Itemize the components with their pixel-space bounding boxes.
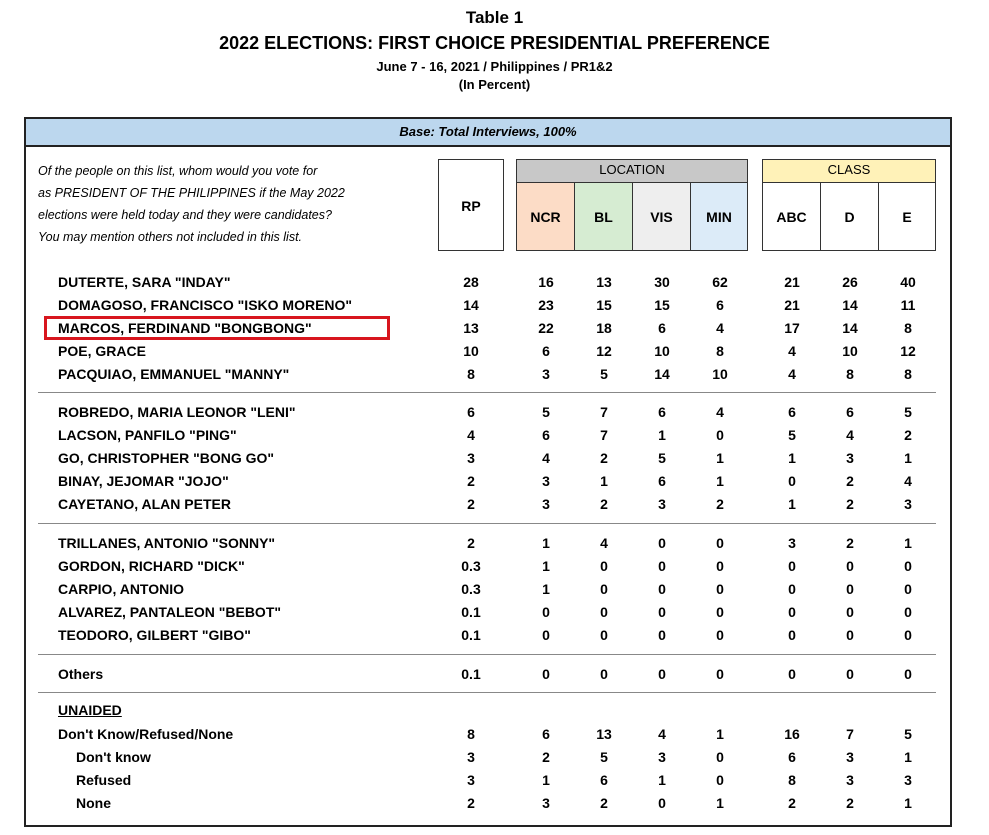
cell-vis: 3 [658, 749, 666, 765]
row-label: GORDON, RICHARD "DICK" [58, 558, 245, 574]
cell-rp: 0.1 [461, 666, 481, 682]
cell-d: 7 [846, 726, 854, 742]
cell-min: 1 [716, 726, 724, 742]
cell-ncr: 0 [542, 627, 550, 643]
cell-ncr: 3 [542, 473, 550, 489]
row-label: ALVAREZ, PANTALEON "BEBOT" [58, 604, 282, 620]
row-label: ROBREDO, MARIA LEONOR "LENI" [58, 404, 296, 420]
cell-e: 0 [904, 581, 912, 597]
cell-rp: 0.3 [461, 558, 481, 574]
cell-vis: 14 [654, 366, 670, 382]
question-line: as PRESIDENT OF THE PHILIPPINES if the May 2022 [38, 186, 345, 200]
cell-abc: 0 [788, 627, 796, 643]
cell-ncr: 4 [542, 450, 550, 466]
cell-vis: 0 [658, 581, 666, 597]
group-separator [38, 692, 936, 693]
cell-e: 3 [904, 772, 912, 788]
table-row [0, 625, 989, 645]
cell-bl: 0 [600, 604, 608, 620]
cell-d: 2 [846, 795, 854, 811]
cell-ncr: 3 [542, 795, 550, 811]
cell-bl: 0 [600, 627, 608, 643]
cell-rp: 2 [467, 795, 475, 811]
cell-vis: 10 [654, 343, 670, 359]
cell-rp: 28 [463, 274, 479, 290]
cell-ncr: 0 [542, 604, 550, 620]
cell-d: 0 [846, 604, 854, 620]
cell-e: 1 [904, 795, 912, 811]
cell-min: 0 [716, 558, 724, 574]
cell-vis: 4 [658, 726, 666, 742]
cell-bl: 12 [596, 343, 612, 359]
question-line: elections were held today and they were candidates? [38, 208, 332, 222]
cell-rp: 2 [467, 473, 475, 489]
cell-rp: 6 [467, 404, 475, 420]
cell-bl: 13 [596, 274, 612, 290]
cell-d: 8 [846, 366, 854, 382]
cell-abc: 2 [788, 795, 796, 811]
cell-e: 8 [904, 320, 912, 336]
cell-e: 5 [904, 404, 912, 420]
cell-e: 2 [904, 427, 912, 443]
cell-d: 10 [842, 343, 858, 359]
cell-d: 2 [846, 496, 854, 512]
cell-abc: 0 [788, 666, 796, 682]
table-row [0, 664, 989, 684]
table-subtitle: June 7 - 16, 2021 / Philippines / PR1&2 [376, 59, 613, 74]
cell-rp: 10 [463, 343, 479, 359]
cell-e: 5 [904, 726, 912, 742]
cell-e: 3 [904, 496, 912, 512]
row-label: LACSON, PANFILO "PING" [58, 427, 237, 443]
cell-min: 0 [716, 581, 724, 597]
cell-min: 0 [716, 604, 724, 620]
table-row [0, 770, 989, 790]
table-row [0, 724, 989, 744]
cell-bl: 2 [600, 795, 608, 811]
table-row [0, 579, 989, 599]
cell-bl: 15 [596, 297, 612, 313]
cell-ncr: 23 [538, 297, 554, 313]
cell-e: 0 [904, 558, 912, 574]
cell-abc: 4 [788, 343, 796, 359]
row-label: TRILLANES, ANTONIO "SONNY" [58, 535, 276, 551]
row-label: CAYETANO, ALAN PETER [58, 496, 231, 512]
row-label: MARCOS, FERDINAND "BONGBONG" [58, 320, 312, 336]
cell-bl: 2 [600, 450, 608, 466]
cell-ncr: 3 [542, 496, 550, 512]
cell-vis: 1 [658, 772, 666, 788]
cell-ncr: 6 [542, 427, 550, 443]
cell-abc: 6 [788, 749, 796, 765]
cell-min: 0 [716, 427, 724, 443]
group-separator [38, 392, 936, 393]
cell-abc: 5 [788, 427, 796, 443]
cell-d: 0 [846, 666, 854, 682]
cell-abc: 1 [788, 450, 796, 466]
cell-vis: 0 [658, 795, 666, 811]
cell-min: 2 [716, 496, 724, 512]
cell-d: 0 [846, 627, 854, 643]
column-header-rp: RP [438, 159, 504, 251]
cell-abc: 8 [788, 772, 796, 788]
cell-rp: 2 [467, 535, 475, 551]
cell-vis: 0 [658, 535, 666, 551]
cell-min: 0 [716, 627, 724, 643]
unaided-heading: UNAIDED [58, 702, 122, 718]
cell-bl: 7 [600, 404, 608, 420]
cell-abc: 21 [784, 274, 800, 290]
table-title: 2022 ELECTIONS: FIRST CHOICE PRESIDENTIAL PREFERENCE [219, 33, 770, 53]
cell-e: 1 [904, 450, 912, 466]
cell-abc: 0 [788, 604, 796, 620]
cell-abc: 0 [788, 581, 796, 597]
row-label: DOMAGOSO, FRANCISCO "ISKO MORENO" [58, 297, 353, 313]
cell-min: 4 [716, 320, 724, 336]
cell-min: 6 [716, 297, 724, 313]
cell-e: 40 [900, 274, 916, 290]
cell-bl: 7 [600, 427, 608, 443]
row-label: CARPIO, ANTONIO [58, 581, 185, 597]
cell-ncr: 5 [542, 404, 550, 420]
class-group-header: CLASS [762, 159, 936, 183]
cell-ncr: 1 [542, 558, 550, 574]
cell-vis: 15 [654, 297, 670, 313]
cell-e: 12 [900, 343, 916, 359]
column-header-abc: ABC [762, 182, 821, 251]
table-row [0, 364, 989, 384]
table-number: Table 1 [465, 8, 524, 27]
cell-abc: 6 [788, 404, 796, 420]
cell-d: 6 [846, 404, 854, 420]
table-row [0, 402, 989, 422]
highlight-box [44, 316, 390, 340]
cell-d: 2 [846, 473, 854, 489]
cell-e: 8 [904, 366, 912, 382]
cell-ncr: 2 [542, 749, 550, 765]
column-header-bl: BL [574, 182, 633, 251]
cell-ncr: 0 [542, 666, 550, 682]
cell-d: 14 [842, 297, 858, 313]
row-label: None [76, 795, 111, 811]
cell-ncr: 22 [538, 320, 554, 336]
row-label: BINAY, JEJOMAR "JOJO" [58, 473, 229, 489]
cell-abc: 21 [784, 297, 800, 313]
cell-rp: 8 [467, 366, 475, 382]
cell-ncr: 1 [542, 535, 550, 551]
column-header-e: E [878, 182, 936, 251]
cell-d: 4 [846, 427, 854, 443]
table-row [0, 533, 989, 553]
cell-rp: 0.3 [461, 581, 481, 597]
cell-ncr: 1 [542, 581, 550, 597]
cell-d: 14 [842, 320, 858, 336]
cell-bl: 6 [600, 772, 608, 788]
cell-ncr: 6 [542, 726, 550, 742]
cell-min: 0 [716, 535, 724, 551]
cell-min: 1 [716, 795, 724, 811]
cell-d: 26 [842, 274, 858, 290]
cell-vis: 3 [658, 496, 666, 512]
cell-vis: 0 [658, 604, 666, 620]
table-row [0, 341, 989, 361]
cell-rp: 8 [467, 726, 475, 742]
cell-d: 3 [846, 749, 854, 765]
row-label: Others [58, 666, 104, 682]
cell-abc: 0 [788, 558, 796, 574]
cell-min: 0 [716, 749, 724, 765]
cell-ncr: 6 [542, 343, 550, 359]
table-row [0, 793, 989, 813]
table-row [0, 448, 989, 468]
cell-min: 1 [716, 473, 724, 489]
cell-rp: 2 [467, 496, 475, 512]
cell-bl: 2 [600, 496, 608, 512]
cell-bl: 18 [596, 320, 612, 336]
cell-e: 4 [904, 473, 912, 489]
cell-min: 8 [716, 343, 724, 359]
cell-rp: 3 [467, 450, 475, 466]
cell-bl: 5 [600, 366, 608, 382]
row-label: Don't know [76, 749, 151, 765]
row-label: GO, CHRISTOPHER "BONG GO" [58, 450, 275, 466]
cell-abc: 16 [784, 726, 800, 742]
table-row [0, 602, 989, 622]
table-row [0, 471, 989, 491]
cell-abc: 17 [784, 320, 800, 336]
table-row [0, 494, 989, 514]
group-separator [38, 523, 936, 524]
cell-min: 0 [716, 772, 724, 788]
question-line: You may mention others not included in this list. [38, 230, 303, 244]
column-header-vis: VIS [632, 182, 691, 251]
row-label: TEODORO, GILBERT "GIBO" [58, 627, 251, 643]
cell-rp: 3 [467, 749, 475, 765]
column-header-min: MIN [690, 182, 748, 251]
cell-rp: 13 [463, 320, 479, 336]
column-header-ncr: NCR [516, 182, 575, 251]
cell-e: 0 [904, 627, 912, 643]
row-label: Refused [76, 772, 132, 788]
question-line: Of the people on this list, whom would you vote for [38, 164, 318, 178]
cell-vis: 0 [658, 627, 666, 643]
cell-e: 1 [904, 535, 912, 551]
table-row [0, 272, 989, 292]
cell-vis: 1 [658, 427, 666, 443]
cell-min: 1 [716, 450, 724, 466]
cell-e: 0 [904, 604, 912, 620]
cell-ncr: 3 [542, 366, 550, 382]
table-row [0, 556, 989, 576]
row-label: DUTERTE, SARA "INDAY" [58, 274, 231, 290]
cell-bl: 5 [600, 749, 608, 765]
cell-bl: 4 [600, 535, 608, 551]
row-label: POE, GRACE [58, 343, 146, 359]
cell-bl: 1 [600, 473, 608, 489]
cell-vis: 6 [658, 473, 666, 489]
base-banner: Base: Total Interviews, 100% [26, 119, 950, 147]
cell-abc: 3 [788, 535, 796, 551]
group-separator [38, 654, 936, 655]
cell-rp: 14 [463, 297, 479, 313]
cell-d: 3 [846, 450, 854, 466]
cell-abc: 4 [788, 366, 796, 382]
cell-bl: 13 [596, 726, 612, 742]
cell-vis: 5 [658, 450, 666, 466]
cell-abc: 1 [788, 496, 796, 512]
cell-rp: 3 [467, 772, 475, 788]
cell-rp: 0.1 [461, 604, 481, 620]
table-unit: (In Percent) [458, 77, 531, 92]
cell-ncr: 1 [542, 772, 550, 788]
cell-d: 2 [846, 535, 854, 551]
cell-vis: 0 [658, 558, 666, 574]
cell-vis: 0 [658, 666, 666, 682]
cell-vis: 6 [658, 404, 666, 420]
cell-abc: 0 [788, 473, 796, 489]
cell-min: 62 [712, 274, 728, 290]
cell-e: 0 [904, 666, 912, 682]
cell-vis: 30 [654, 274, 670, 290]
cell-bl: 0 [600, 581, 608, 597]
cell-min: 4 [716, 404, 724, 420]
cell-rp: 4 [467, 427, 475, 443]
cell-min: 0 [716, 666, 724, 682]
cell-rp: 0.1 [461, 627, 481, 643]
cell-d: 3 [846, 772, 854, 788]
table-row [0, 425, 989, 445]
cell-d: 0 [846, 581, 854, 597]
table-row [0, 747, 989, 767]
cell-e: 11 [900, 297, 916, 313]
cell-ncr: 16 [538, 274, 554, 290]
cell-e: 1 [904, 749, 912, 765]
cell-vis: 6 [658, 320, 666, 336]
cell-bl: 0 [600, 558, 608, 574]
cell-min: 10 [712, 366, 728, 382]
row-label: PACQUIAO, EMMANUEL "MANNY" [58, 366, 290, 382]
location-group-header: LOCATION [516, 159, 748, 183]
table-row [0, 295, 989, 315]
column-header-d: D [820, 182, 879, 251]
cell-d: 0 [846, 558, 854, 574]
cell-bl: 0 [600, 666, 608, 682]
row-label: Don't Know/Refused/None [58, 726, 234, 742]
survey-question [38, 160, 428, 248]
